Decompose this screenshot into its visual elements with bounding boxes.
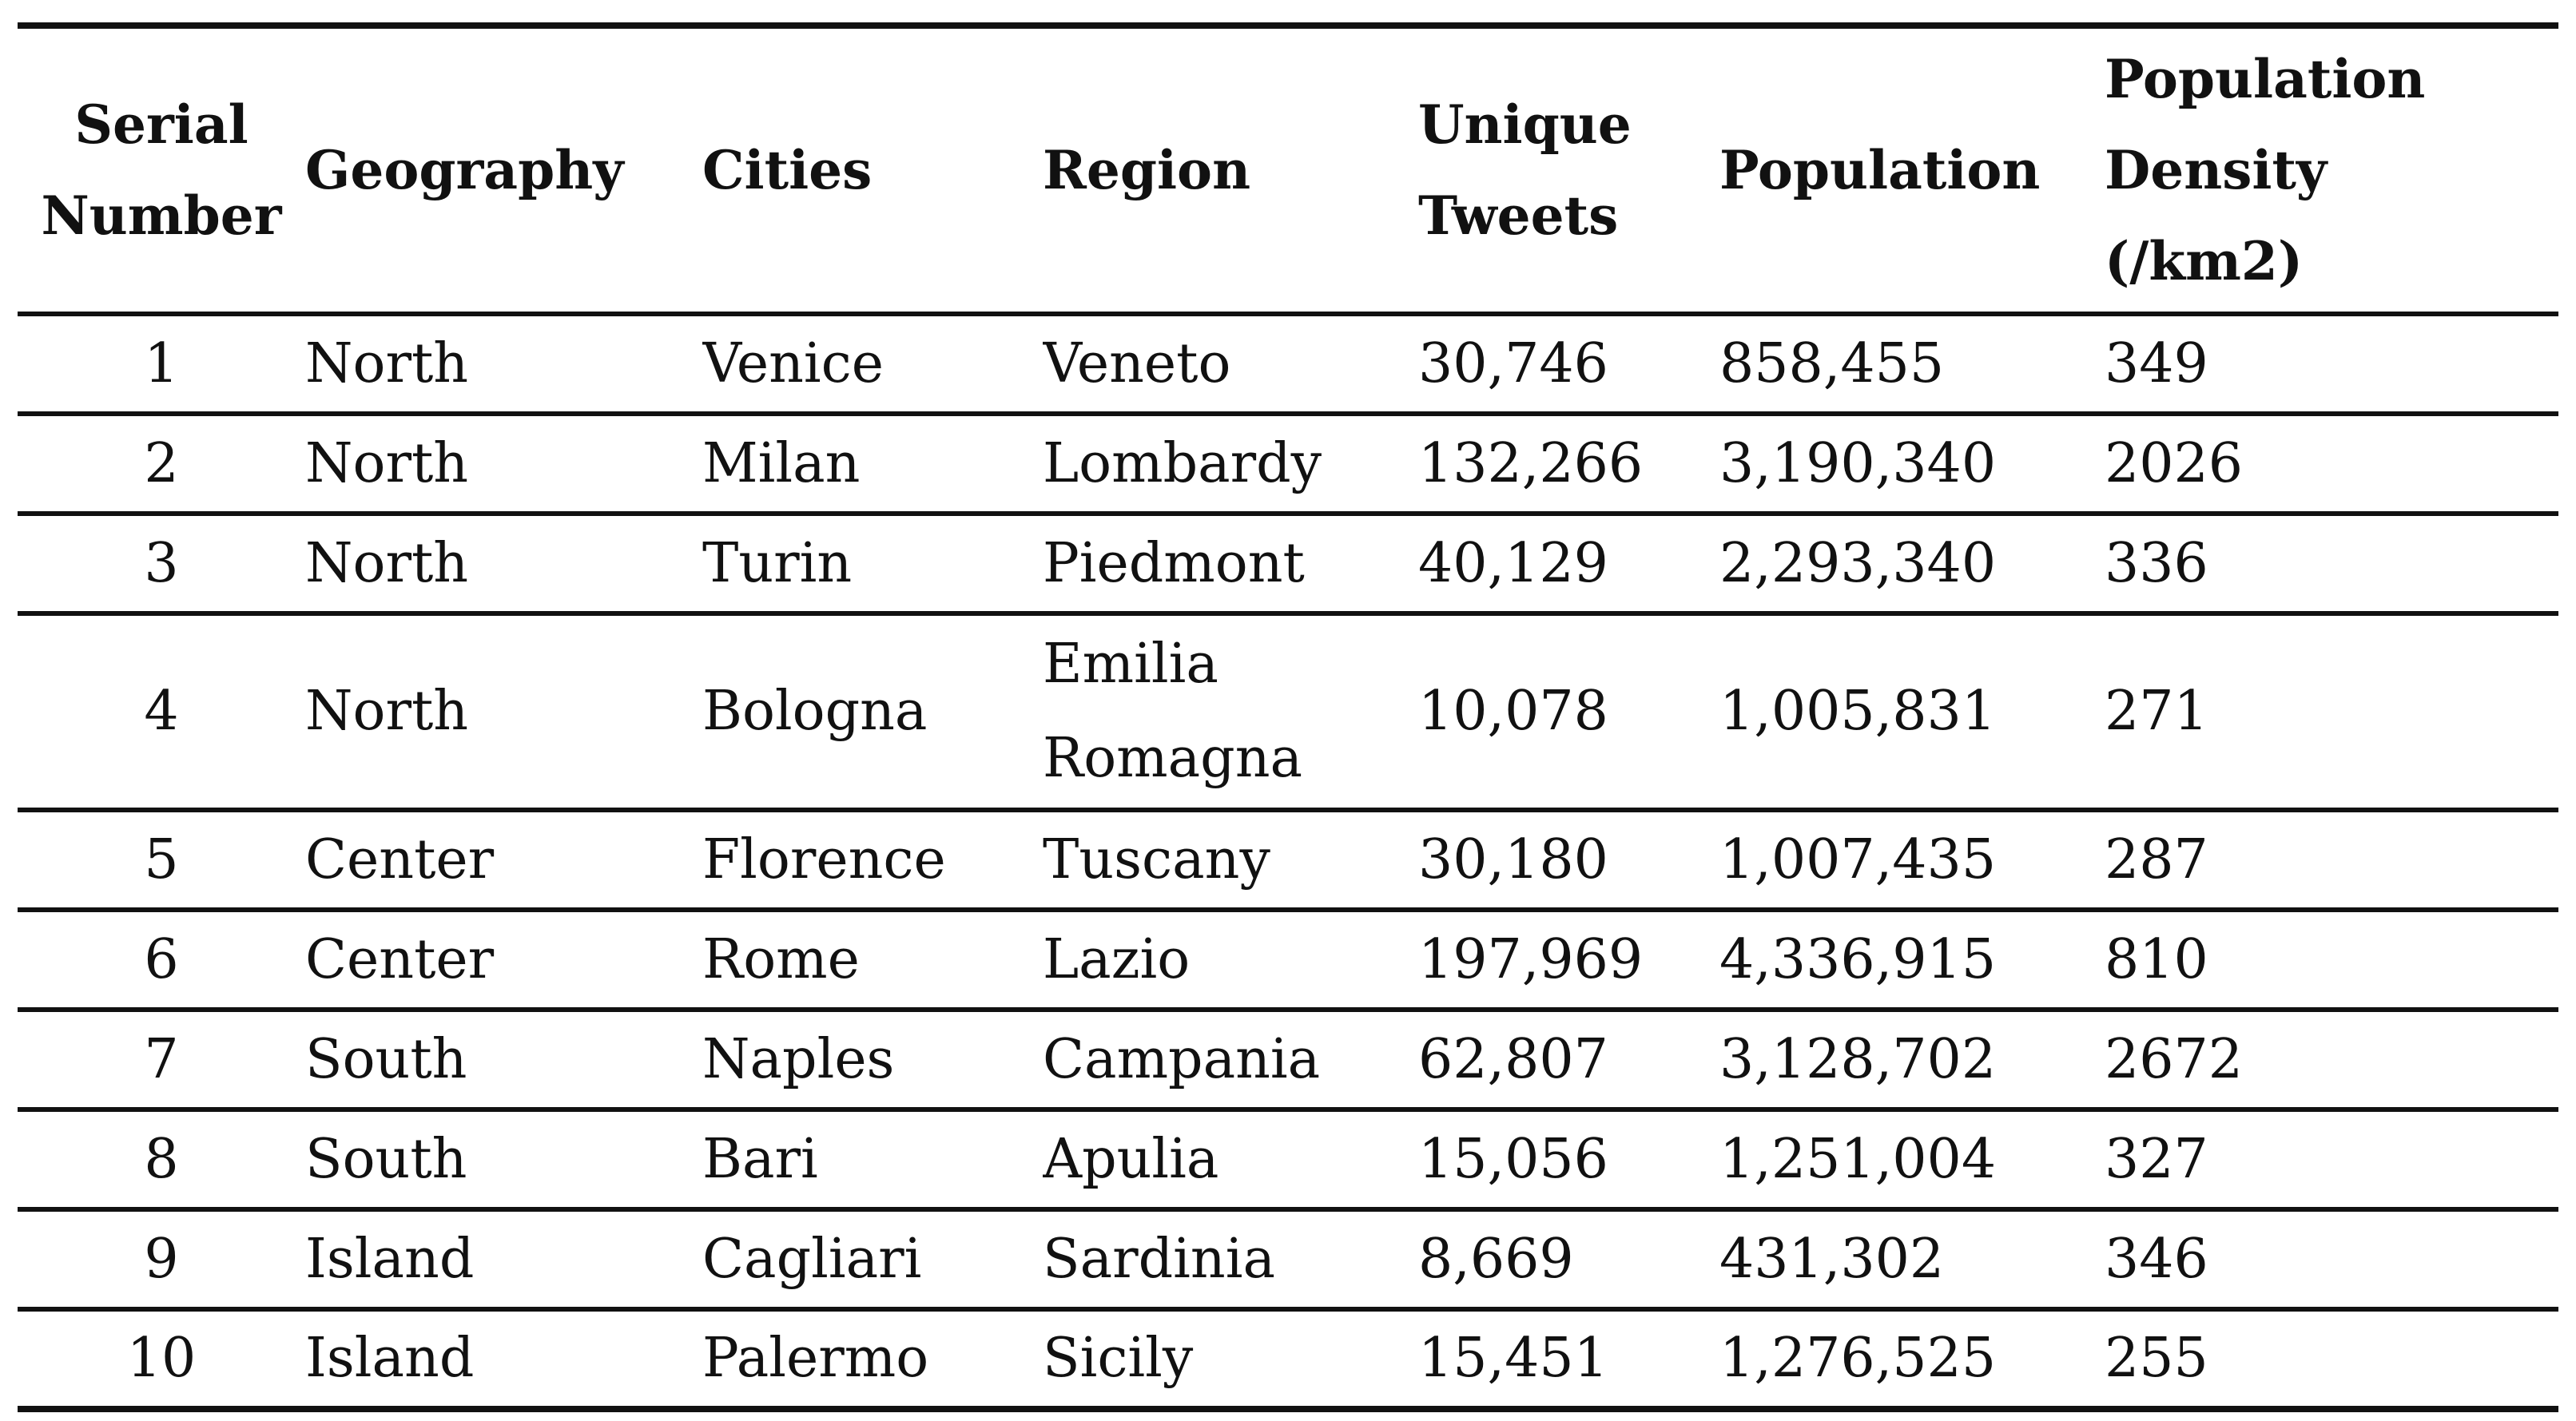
cell-population-density: 2672 [2105,1027,2244,1091]
data-table-container [18,22,2558,1412]
cell-region: Sardinia [1043,1227,1275,1291]
cell-population: 431,302 [1719,1227,1945,1291]
cell-population: 3,128,702 [1719,1027,1997,1091]
cell-population-density: 255 [2105,1327,2208,1390]
cell-geography: Island [305,1227,475,1291]
table-row [18,314,2558,414]
cell-serial-number: 4 [144,680,179,743]
table-header [18,26,2558,314]
cell-geography: Center [305,927,495,991]
table-row [18,1209,2558,1309]
cell-population-density: 349 [2105,331,2208,395]
table-row [18,514,2558,613]
cell-region: Sicily [1043,1327,1194,1390]
cell-unique-tweets: 132,266 [1418,431,1644,495]
cell-city: Florence [702,828,946,891]
header-geography: Geography [305,139,624,201]
cell-serial-number: 6 [144,927,179,991]
cell-population: 858,455 [1719,331,1945,395]
cell-population-density: 287 [2105,828,2208,891]
cell-region: Lombardy [1043,431,1322,495]
cell-unique-tweets: 8,669 [1418,1227,1574,1291]
header-row [18,26,2558,314]
cell-geography: South [305,1027,467,1091]
cell-geography: North [305,680,469,743]
table-body [18,314,2558,1409]
header-cities: Cities [702,139,873,201]
cell-serial-number: 3 [144,531,179,595]
cell-geography: Center [305,828,495,891]
cell-serial-number: 8 [144,1127,179,1191]
cell-region: Piedmont [1043,531,1305,595]
table-row [18,1010,2558,1109]
table-row [18,910,2558,1010]
cell-geography: Island [305,1327,475,1390]
cell-city: Venice [702,331,884,395]
cell-region: Apulia [1043,1127,1219,1191]
cell-unique-tweets: 15,056 [1418,1127,1608,1191]
cell-unique-tweets: 10,078 [1418,680,1608,743]
header-serial-number: Serial Number [41,93,282,247]
cell-region: Campania [1043,1027,1321,1091]
cell-city: Bologna [702,680,928,743]
cell-geography: North [305,431,469,495]
cell-unique-tweets: 62,807 [1418,1027,1608,1091]
cell-region: Lazio [1043,927,1191,991]
cell-population: 1,251,004 [1719,1127,1997,1191]
cell-population-density: 810 [2105,927,2208,991]
cell-region: Veneto [1043,331,1231,395]
cell-serial-number: 1 [144,331,179,395]
table-row [18,1109,2558,1209]
table-row [18,810,2558,910]
cell-population-density: 2026 [2105,431,2244,495]
cell-population: 3,190,340 [1719,431,1997,495]
cell-geography: South [305,1127,467,1191]
cell-unique-tweets: 197,969 [1418,927,1644,991]
cell-population-density: 271 [2105,680,2208,743]
cell-population-density: 346 [2105,1227,2208,1291]
cell-unique-tweets: 30,746 [1418,331,1608,395]
cell-serial-number: 7 [144,1027,179,1091]
cell-city: Milan [702,431,861,495]
cell-unique-tweets: 40,129 [1418,531,1608,595]
header-population: Population [1719,139,2041,201]
cell-region: Emilia Romagna [1043,633,1303,790]
cell-serial-number: 5 [144,828,179,891]
cell-unique-tweets: 15,451 [1418,1327,1608,1390]
cell-region: Tuscany [1043,828,1270,891]
cell-city: Rome [702,927,860,991]
cell-serial-number: 2 [144,431,179,495]
cell-geography: North [305,331,469,395]
cell-city: Cagliari [702,1227,922,1291]
cell-population: 1,007,435 [1719,828,1997,891]
cell-population-density: 336 [2105,531,2208,595]
cell-city: Naples [702,1027,895,1091]
cell-population: 2,293,340 [1719,531,1997,595]
cell-city: Palermo [702,1327,929,1390]
cell-unique-tweets: 30,180 [1418,828,1608,891]
cell-city: Bari [702,1127,818,1191]
cities-table [18,22,2558,1412]
cell-population: 1,005,831 [1719,680,1997,743]
cell-serial-number: 9 [144,1227,179,1291]
table-row [18,1309,2558,1409]
header-unique-tweets: Unique Tweets [1418,93,1632,247]
table-row [18,414,2558,514]
cell-geography: North [305,531,469,595]
table-row [18,613,2558,810]
header-population-density: Population Density (/km2) [2105,48,2426,292]
cell-population: 4,336,915 [1719,927,1997,991]
cell-serial-number: 10 [126,1327,197,1390]
cell-population-density: 327 [2105,1127,2208,1191]
header-region: Region [1043,139,1251,201]
cell-city: Turin [702,531,853,595]
cell-population: 1,276,525 [1719,1327,1997,1390]
